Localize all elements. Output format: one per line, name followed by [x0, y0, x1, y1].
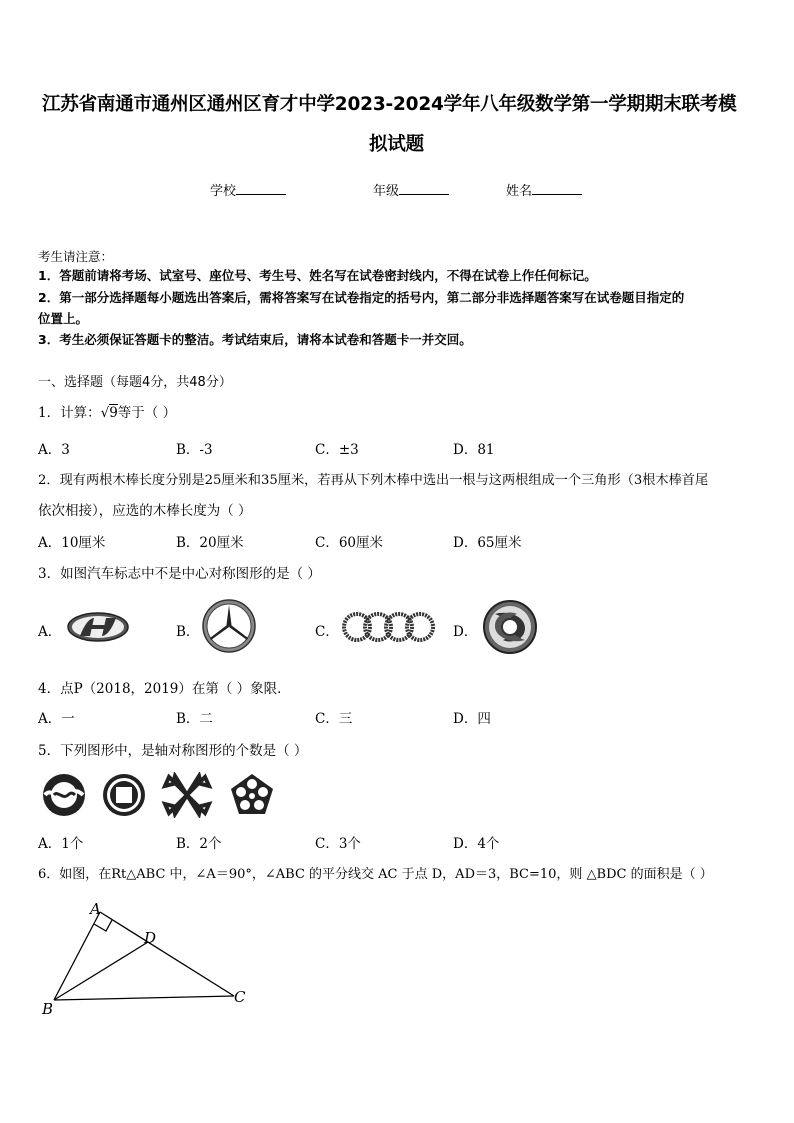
q2-option-b[interactable]: B．20厘米	[176, 535, 244, 551]
q4-option-c[interactable]: C．三	[315, 711, 353, 727]
question-3: 3．如图汽车标志中不是中心对称图形的是（ ）	[38, 566, 321, 582]
label-a: A	[90, 900, 101, 918]
triangle-figure	[36, 900, 256, 1022]
question-4: 4．点P（2018，2019）在第（ ）象限．	[38, 681, 291, 697]
q5-option-b[interactable]: B．2个	[176, 836, 222, 852]
question-2-line2: 依次相接），应选的木棒长度为（ ）	[38, 503, 252, 519]
dongfeng-logo	[481, 598, 541, 656]
q2-option-d[interactable]: D．65厘米	[453, 535, 522, 551]
q1-radicand: 9	[109, 405, 118, 421]
four-leaf-figure	[161, 772, 213, 818]
pentagon-flower-figure	[228, 772, 276, 818]
grade-field[interactable]	[373, 180, 449, 199]
name-field[interactable]	[506, 180, 582, 199]
q1-option-d[interactable]: D．81	[453, 442, 495, 458]
sqrt-symbol: √	[100, 405, 110, 421]
audi-logo	[339, 610, 439, 644]
label-b: B	[42, 1000, 54, 1018]
question-1	[38, 401, 176, 421]
q1-option-c[interactable]: C．±3	[315, 442, 359, 458]
q5-option-c[interactable]: C．3个	[315, 836, 361, 852]
q2-option-c[interactable]: C．60厘米	[315, 535, 384, 551]
hyundai-logo	[66, 610, 130, 644]
question-6: 6．如图，在Rt△ABC 中，∠A＝90°，∠ABC 的平分线交 AC 于点 D，AD＝3，BC=10，则 △BDC 的面积是（ ）	[38, 867, 713, 882]
q5-option-d[interactable]: D．4个	[453, 836, 500, 852]
exam-title-line2: 拟试题	[369, 134, 424, 155]
school-blank[interactable]	[236, 182, 286, 195]
notice-item-2: 2．第一部分选择题每小题选出答案后，需将答案写在试卷指定的括号内，第二部分非选择题答案写在试卷题目指定的	[38, 290, 685, 305]
label-c: C	[234, 988, 246, 1006]
section-heading: 一、选择题（每题4分，共48分）	[38, 375, 232, 390]
q3-option-c[interactable]: C．	[315, 624, 339, 640]
q1-option-a[interactable]: A．3	[38, 442, 70, 458]
q4-option-b[interactable]: B．二	[176, 711, 213, 727]
q1-suffix: 等于（ ）	[117, 405, 177, 421]
q3-option-a[interactable]: A．	[38, 624, 62, 640]
school-field[interactable]	[210, 180, 286, 199]
grade-label: 年级	[373, 184, 400, 199]
q1-prefix: 1．计算：	[38, 405, 101, 421]
q3-option-b[interactable]: B．	[176, 624, 200, 640]
q2-option-a[interactable]: A．10厘米	[38, 535, 106, 551]
q1-option-b[interactable]: B．-3	[176, 442, 213, 458]
question-2-line1: 2．现有两根木棒长度分别是25厘米和35厘米，若再从下列木棒中选出一根与这两根组成一个三角形（3根木棒首尾	[38, 473, 709, 488]
swirl-ring-figure	[40, 772, 88, 818]
q4-option-d[interactable]: D．四	[453, 711, 491, 727]
notice-heading: 考生请注意：	[38, 249, 114, 264]
q3-option-d[interactable]: D．	[453, 624, 478, 640]
notice-item-1: 1．答题前请将考场、试室号、座位号、考生号、姓名写在试卷密封线内，不得在试卷上作任何标记。	[38, 268, 597, 283]
q5-option-a[interactable]: A．1个	[38, 836, 84, 852]
grade-blank[interactable]	[399, 182, 449, 195]
notice-item-2-cont: 位置上。	[38, 311, 89, 326]
exam-title-line1: 江苏省南通市通州区通州区育才中学2023-2024学年八年级数学第一学期期末联考模	[42, 94, 737, 115]
question-5: 5．下列图形中，是轴对称图形的个数是（ ）	[38, 743, 308, 759]
name-label: 姓名	[506, 184, 533, 199]
school-label: 学校	[210, 184, 237, 199]
q4-option-a[interactable]: A．一	[38, 711, 75, 727]
name-blank[interactable]	[532, 182, 582, 195]
square-coin-figure	[101, 772, 147, 818]
mercedes-logo	[201, 598, 257, 654]
label-d: D	[144, 929, 157, 947]
notice-item-3: 3．考生必须保证答题卡的整洁。考试结束后，请将本试卷和答题卡一并交回。	[38, 332, 472, 347]
